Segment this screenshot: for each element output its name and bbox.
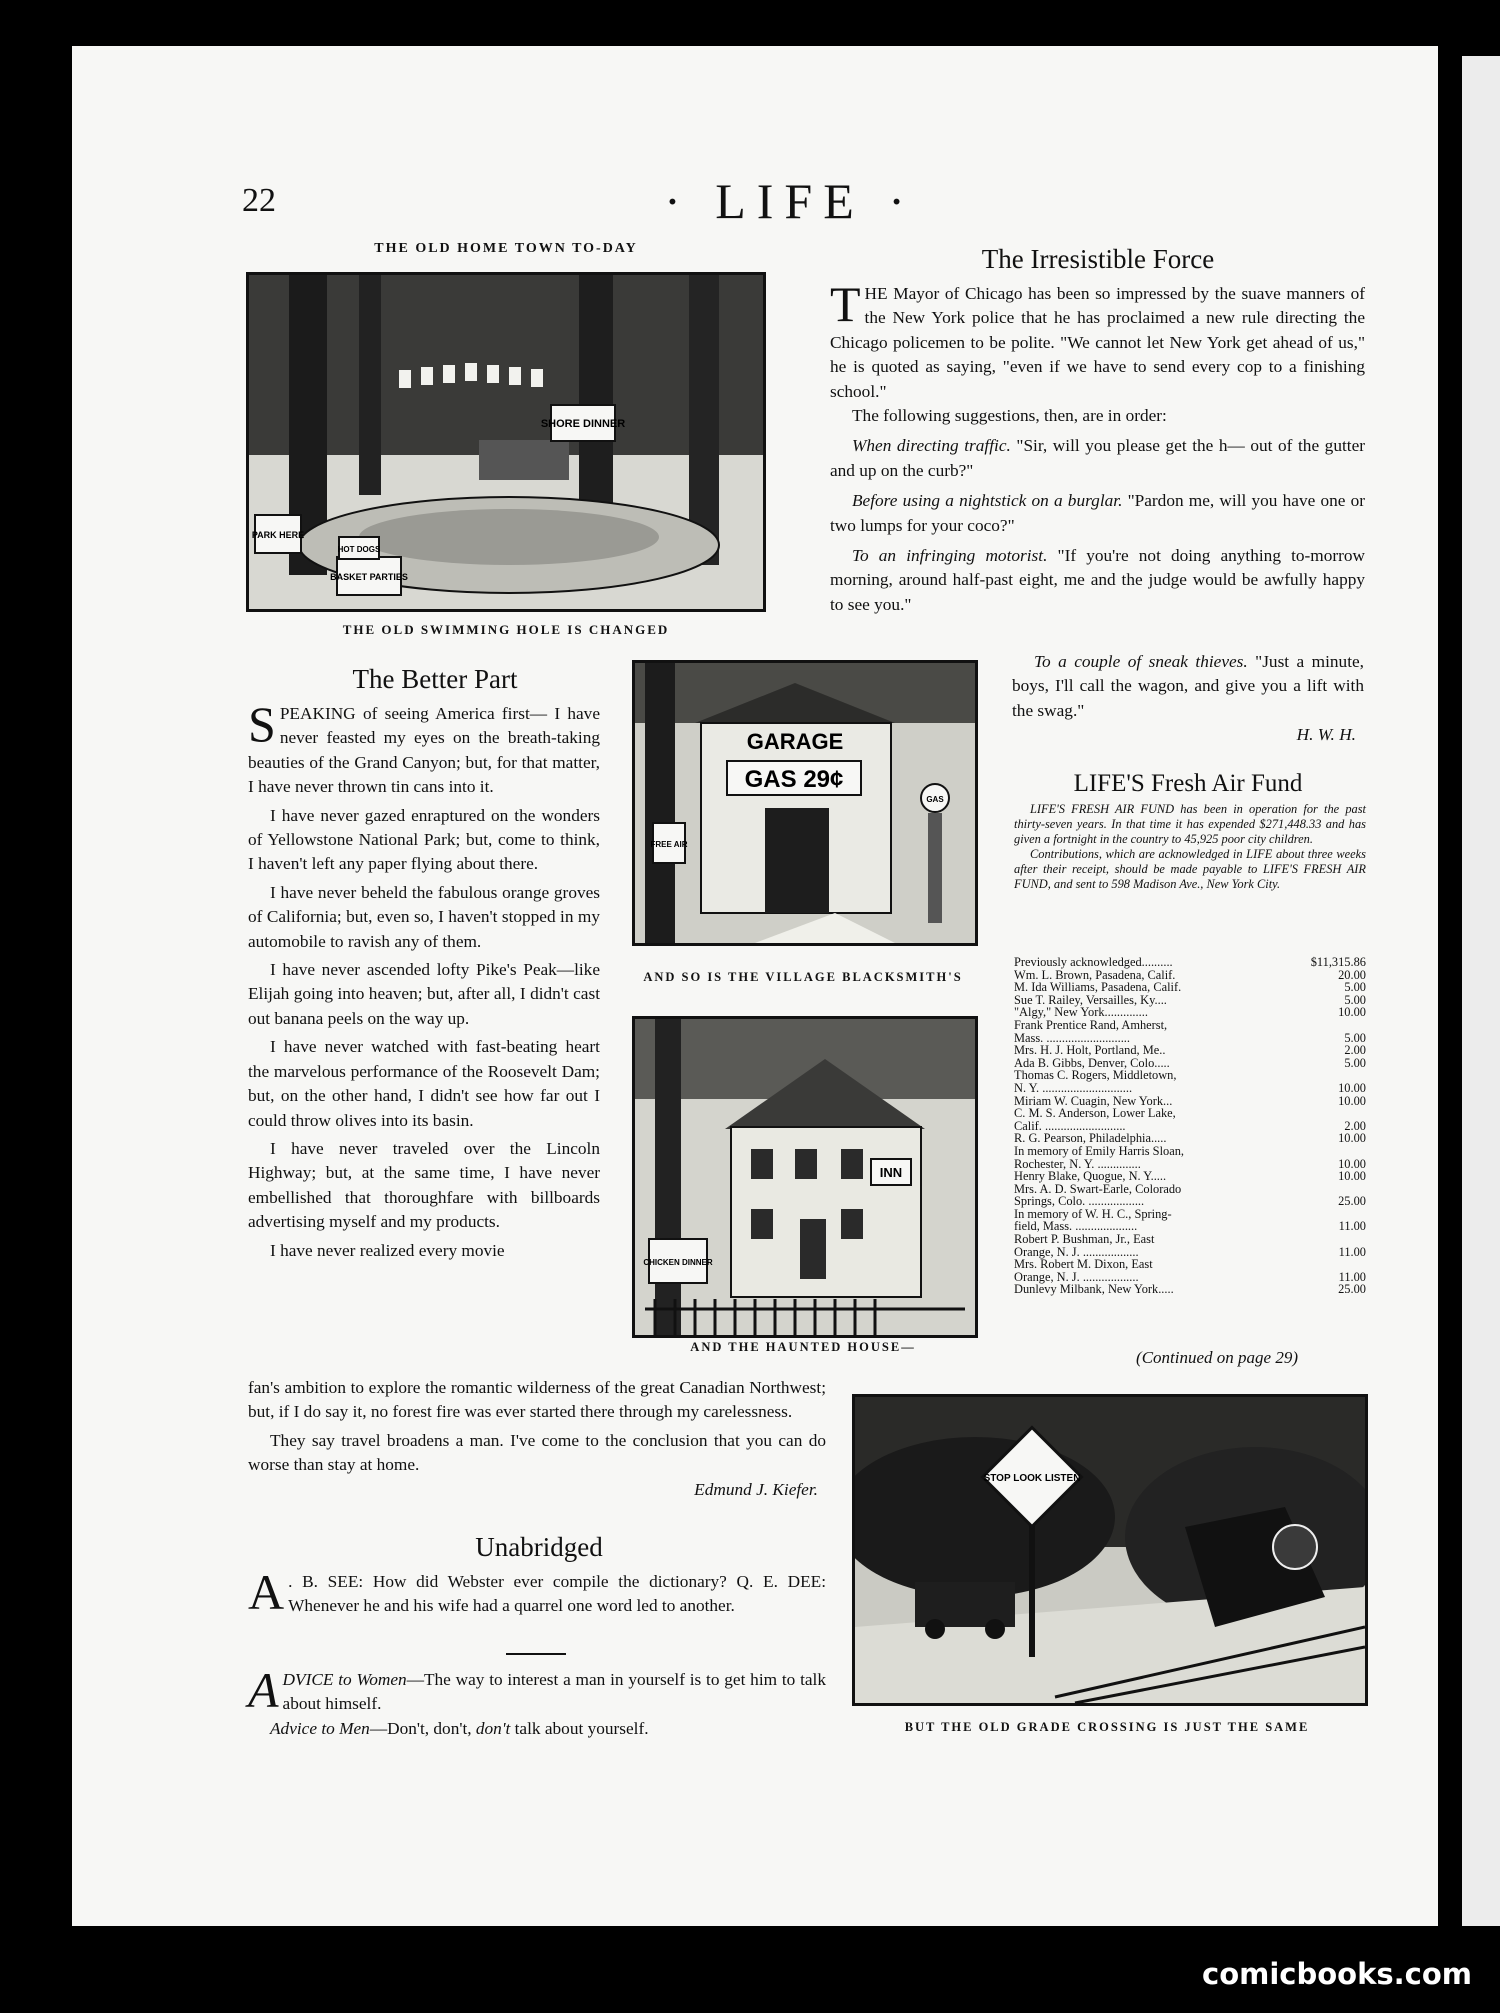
fund-entry-amount: 10.00 (1338, 1005, 1366, 1020)
fund-entry-name: Sue T. Railey, Versailles, Ky.... (1014, 992, 1167, 1007)
better-part-p8: They say travel broadens a man. I've come to the conclusion that you can do worse than stay at home. (248, 1430, 826, 1475)
divider-rule (506, 1653, 566, 1655)
free-air-sign: FREE AIR (650, 840, 688, 849)
fresh-air-fund-title: LIFE'S Fresh Air Fund (1073, 770, 1303, 797)
fund-entry-amount (1311, 1258, 1366, 1271)
drop-cap: S (248, 696, 276, 752)
fund-entry-amount: 10.00 (1338, 1156, 1366, 1171)
fund-entry-row (1014, 981, 1366, 994)
fund-entry-name: Previously acknowledged.......... (1014, 955, 1173, 969)
swimming-hole-caption: THE OLD SWIMMING HOLE IS CHANGED (342, 622, 670, 637)
grade-crossing-caption: BUT THE OLD GRADE CROSSING IS JUST THE SAME (904, 1720, 1310, 1734)
gas-price-sign: GAS 29¢ (744, 766, 844, 793)
gas-pump-sign: GAS (926, 795, 944, 804)
irresistible-p6-lead: To a couple of sneak thieves. (1034, 652, 1248, 671)
fund-entry-name: N. Y. ............................. (1014, 1080, 1133, 1095)
masthead: · LIFE · (664, 173, 916, 229)
irresistible-p6: "Just a minute, boys, I'll call the wagon, and give you a lift with the swag." (1012, 652, 1364, 720)
fund-entry-row (1014, 1170, 1366, 1183)
fund-entry-row (1014, 1019, 1366, 1032)
advice-women-lead: DVICE to Women (282, 1670, 407, 1689)
fund-entry-amount: 11.00 (1338, 1269, 1366, 1284)
swimming-hole-illustration (246, 272, 766, 612)
fund-entry-amount: 10.00 (1338, 1080, 1366, 1095)
fund-entry-amount (1311, 1233, 1366, 1246)
fund-entry-row (1014, 1258, 1366, 1271)
irresistible-signature: H. W. H. (1296, 725, 1356, 745)
fund-entry-name: Frank Prentice Rand, Amherst, (1014, 1017, 1168, 1032)
fund-entry-name: Robert P. Bushman, Jr., East (1014, 1232, 1155, 1247)
fund-entry-name: Ada B. Gibbs, Denver, Colo..... (1014, 1055, 1170, 1070)
better-part-p6: I have never traveled over the Lincoln Highway; but, at the same time, I have never embellished that thoroughfare with billboards advertising myself and my products. (248, 1138, 600, 1232)
fund-entry-name: "Algy," New York.............. (1014, 1005, 1148, 1020)
unabridged-line-2: Q. E. DEE: Whenever he and his wife had a quarrel one word led to another. (288, 1572, 826, 1616)
irresistible-p3-lead: When directing traffic. (852, 436, 1011, 456)
better-part-p7a: I have never realized every movie (270, 1240, 505, 1260)
fund-entry-name: Wm. L. Brown, Pasadena, Calif. (1014, 967, 1176, 982)
fund-entry-amount: 5.00 (1344, 992, 1366, 1007)
irresistible-p3: "Sir, will you please get the h— out of the gutter and up on the curb?" (830, 436, 1365, 480)
fund-entry-row (1014, 1283, 1366, 1296)
fund-entry-name: Orange, N. J. .................. (1014, 1244, 1139, 1259)
grade-crossing-illustration (852, 1394, 1368, 1706)
fund-entry-amount: 25.00 (1338, 1194, 1366, 1209)
inn-sign: INN (879, 1165, 903, 1180)
watermark: comicbooks.com (1202, 1957, 1472, 1991)
fund-entry-amount: 10.00 (1338, 1093, 1366, 1108)
fund-entry-amount: 5.00 (1344, 980, 1366, 995)
haunted-house-caption: AND THE HAUNTED HOUSE— (690, 1340, 916, 1354)
basket-parties-sign: BASKET PARTIES (330, 572, 408, 582)
fund-entry-row (1014, 1082, 1366, 1095)
fund-entry-amount: 2.00 (1344, 1043, 1366, 1058)
chicken-dinner-sign: CHICKEN DINNER (643, 1258, 713, 1267)
advice-men-text: —Don't, don't, (369, 1718, 476, 1738)
fund-entry-name: Dunlevy Milbank, New York..... (1014, 1282, 1174, 1297)
fund-entry-name: In memory of W. H. C., Spring- (1014, 1206, 1172, 1221)
page-number: 22 (242, 182, 276, 219)
better-part-p1: PEAKING of seeing America first— I have never feasted my eyes on the breath-taking beauties of the Grand Canyon; but, for that matter, I have never thrown tin cans into it. (248, 704, 600, 797)
fund-entry-amount: 10.00 (1338, 1131, 1366, 1146)
fund-entry-amount: 11.00 (1338, 1244, 1366, 1259)
drop-cap: T (830, 276, 861, 332)
better-part-body (248, 696, 600, 1263)
fund-entry-amount: 10.00 (1338, 1169, 1366, 1184)
stop-look-listen-sign: STOP LOOK LISTEN (983, 1473, 1081, 1484)
fresh-air-fund-list (1014, 956, 1366, 1296)
irresistible-p2: The following suggestions, then, are in order: (852, 406, 1167, 426)
fund-entry-row (1014, 1233, 1366, 1246)
fund-continued-note: (Continued on page 29) (1136, 1348, 1298, 1367)
fund-entry-name: Orange, N. J. .................. (1014, 1269, 1139, 1284)
unabridged-body (248, 1564, 826, 1620)
fund-entry-amount: $11,315.86 (1310, 955, 1366, 969)
advice-men-end: talk about yourself. (510, 1718, 649, 1738)
better-part-p3: I have never beheld the fabulous orange groves of California; but, even so, I haven't stopped in my automobile to ravish any of them. (248, 882, 600, 951)
fund-entry-name: Springs, Colo. .................. (1014, 1194, 1145, 1209)
irresistible-p5: "If you're not doing anything to-morrow morning, around half-past eight, me and the judge would be awfully happy to see you." (830, 546, 1365, 614)
better-part-p2: I have never gazed enraptured on the wonders of Yellowstone National Park; but, come to think, I haven't left any paper flying about there. (248, 805, 600, 874)
fund-entry-amount: 11.00 (1338, 1219, 1366, 1234)
better-part-p7b: fan's ambition to explore the romantic wilderness of the great Canadian Northwest; but, if I do say it, no forest fire was ever started there through my carelessness. (248, 1378, 826, 1422)
fund-intro-1: LIFE'S FRESH AIR FUND has been in operation for the past thirty-seven years. In that time it has expended $271,448.33 and has given a fortnight in the country to 45,925 poor city children. (1014, 802, 1366, 846)
irresistible-p4: "Pardon me, will you have one or two lumps for your coco?" (830, 491, 1365, 535)
fund-entry-name: Mass. ........................... (1014, 1030, 1130, 1045)
fund-entry-name: Mrs. A. D. Swart-Earle, Colorado (1014, 1181, 1182, 1196)
irresistible-force-body (830, 276, 1365, 617)
fund-entry-name: Mrs. Robert M. Dixon, East (1014, 1257, 1153, 1272)
fund-entry-amount: 25.00 (1338, 1282, 1366, 1297)
irresistible-force-title: The Irresistible Force (981, 244, 1215, 274)
top-illustration-title: THE OLD HOME TOWN TO-DAY (374, 241, 638, 256)
irresistible-force-cont (1012, 650, 1364, 748)
garage-sign: GARAGE (746, 729, 844, 754)
fund-entry-amount: 2.00 (1344, 1118, 1366, 1133)
better-part-signature: Edmund J. Kiefer. (694, 1479, 818, 1499)
better-part-cont (248, 1376, 826, 1502)
advice-women-text: —The way to interest a man in yourself is to get him to talk about himself. (282, 1670, 826, 1714)
advice-body (248, 1662, 826, 1741)
blacksmith-caption: AND SO IS THE VILLAGE BLACKSMITH'S (643, 970, 963, 984)
adjacent-page-edge (1462, 56, 1500, 1926)
fund-entry-name: field, Mass. .................... (1014, 1219, 1138, 1234)
better-part-title: The Better Part (352, 664, 518, 694)
fund-entry-row (1014, 956, 1366, 969)
fund-entry-amount: 20.00 (1338, 967, 1366, 982)
fund-entry-amount (1311, 1019, 1366, 1032)
fund-entry-name: Calif. .......................... (1014, 1118, 1126, 1133)
better-part-p4: I have never ascended lofty Pike's Peak—like Elijah going into heaven; but, after all, I didn't cast out banana peels on the way up. (248, 960, 600, 1028)
garage-illustration (632, 660, 978, 946)
irresistible-p1: HE Mayor of Chicago has been so impressed by the suave manners of the New York police that he has proclaimed a new rule directing the Chicago policemen to be polite. "We cannot let New York get ahead of us," he is quoted as saying, "even if we have to send every cop to a finishing school." (830, 284, 1365, 401)
fund-entry-name: M. Ida Williams, Pasadena, Calif. (1014, 980, 1182, 995)
shore-dinner-sign: SHORE DINNER (540, 418, 626, 430)
fund-entry-row (1014, 1195, 1366, 1208)
drop-cap: A (248, 1662, 279, 1718)
advice-men-emphasis: don't (475, 1718, 511, 1738)
fund-entry-name: Henry Blake, Quogue, N. Y..... (1014, 1169, 1167, 1184)
fund-entry-name: Mrs. H. J. Holt, Portland, Me.. (1014, 1043, 1166, 1058)
fund-entry-amount: 5.00 (1344, 1055, 1366, 1070)
unabridged-title: Unabridged (475, 1532, 603, 1562)
unabridged-line-1: . B. SEE: How did Webster ever compile the dictionary? (288, 1572, 727, 1591)
fund-entry-row (1014, 1044, 1366, 1057)
fund-entry-row (1014, 1107, 1366, 1120)
fresh-air-fund-intro (1014, 802, 1366, 892)
irresistible-p5-lead: To an infringing motorist. (852, 546, 1048, 566)
haunted-house-illustration (632, 1016, 978, 1338)
fund-intro-2: Contributions, which are acknowledged in LIFE about three weeks after their receipt, should be made payable to LIFE'S FRESH AIR FUND, and sent to 598 Madison Ave., New York City. (1014, 847, 1366, 891)
fund-entry-name: Miriam W. Cuagin, New York... (1014, 1093, 1173, 1108)
fund-entry-amount (1311, 1107, 1366, 1120)
drop-cap: A (248, 1564, 285, 1620)
park-here-sign: PARK HERE (251, 530, 305, 540)
irresistible-p4-lead: Before using a nightstick on a burglar. (852, 491, 1123, 511)
better-part-p5: I have never watched with fast-beating heart the marvelous performance of the Roosevelt Dam; but, on the other hand, I didn't see how far out I could throw olives into its basin. (248, 1037, 600, 1130)
fund-entry-name: Rochester, N. Y. .............. (1014, 1156, 1141, 1171)
hot-dogs-sign: HOT DOGS (337, 545, 381, 554)
fund-entry-row (1014, 1145, 1366, 1158)
advice-men-lead: Advice to Men (270, 1718, 370, 1738)
fund-entry-name: C. M. S. Anderson, Lower Lake, (1014, 1106, 1176, 1121)
fund-entry-amount: 5.00 (1344, 1030, 1366, 1045)
fund-entry-name: R. G. Pearson, Philadelphia..... (1014, 1131, 1167, 1146)
fund-entry-name: In memory of Emily Harris Sloan, (1014, 1143, 1184, 1158)
fund-entry-amount (1311, 1145, 1366, 1158)
fund-entry-name: Thomas C. Rogers, Middletown, (1014, 1068, 1177, 1083)
